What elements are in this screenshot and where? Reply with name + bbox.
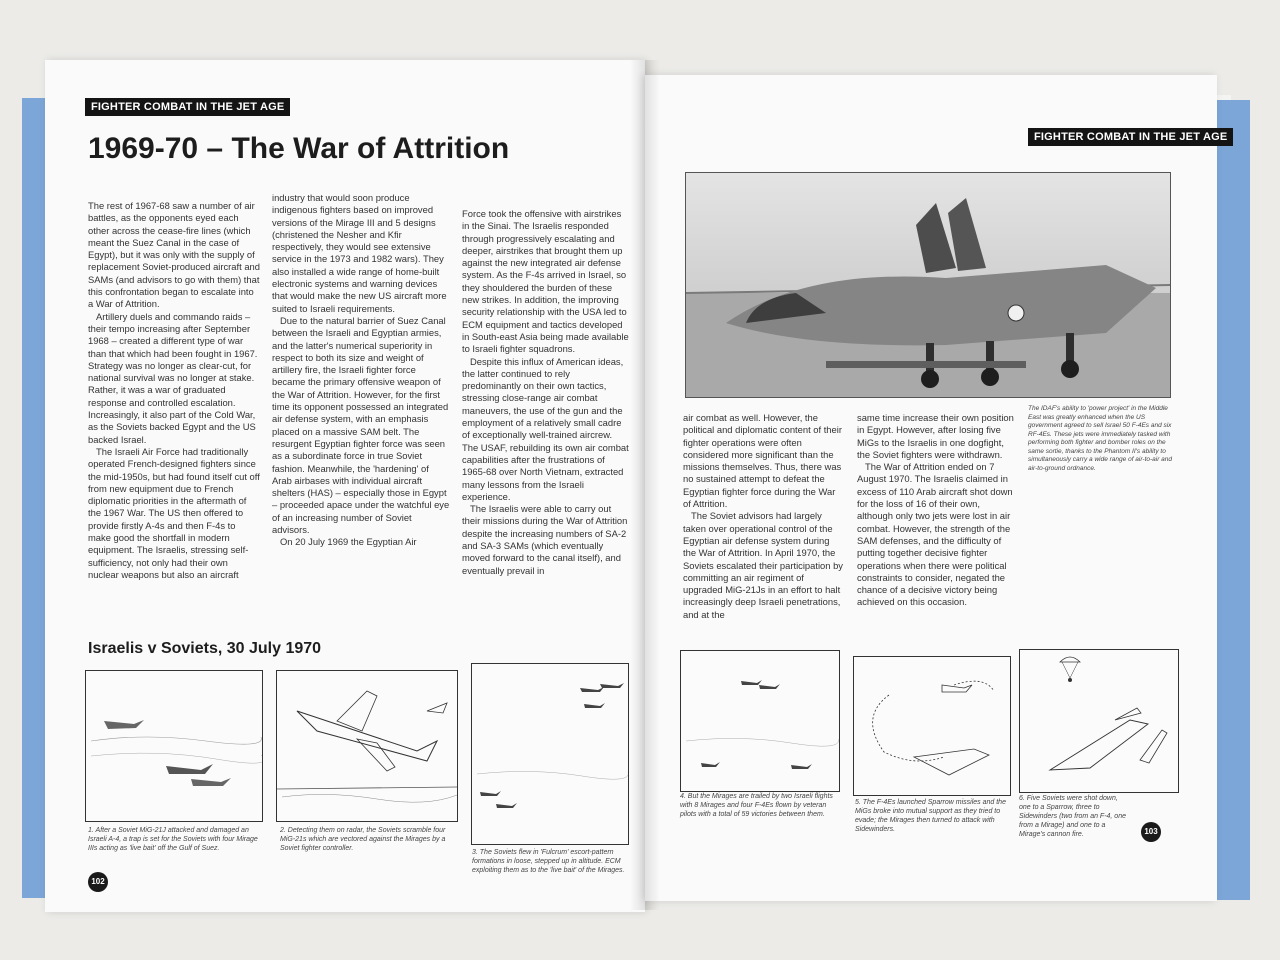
jet-sketch-illustration [86,671,262,821]
page-number-right: 103 [1141,822,1161,842]
paragraph: On 20 July 1969 the Egyptian Air [280,536,417,548]
illustration-panel-4 [680,650,840,792]
jet-sketch-illustration [1020,650,1178,792]
left-header-tag: FIGHTER COMBAT IN THE JET AGE [85,98,290,116]
page-number-left: 102 [88,872,108,892]
caption-panel-4: 4. But the Mirages are trailed by two Israeli flights with 8 Mirages and four F-4Es flown by veteran pilots with a total of 59 victories between them. [680,793,833,818]
jet-sketch-illustration [854,657,1010,795]
right-column-1 [683,412,843,637]
paragraph: air combat as well. However, the political and diplomatic content of their fighter operations were often considered more significant than the missions themselves. Thus, there was no sustained attempt to defeat the Egyptian fighter force during the War of Attrition. [683,412,842,510]
caption-panel-6: 6. Five Soviets were shot down, one to a Sparrow, three to Sidewinders (two from an F-4, one from a Mirage) and one to a Mirage's cannon fire. [1019,795,1126,838]
paragraph: Artillery duels and commando raids – their tempo increasing after September 1968 – created a different type of war than that which had been fought in 1967. Strategy was no longer as clear-cut, for national survival was no longer at stake. Rather, it was a war of graduated response and controlled escalation. Increasingly, it also part of the Cold War, as the Soviets backed Egypt and the US backed Israel. [88,310,258,445]
paragraph: industry that would soon produce indigenous fighters based on improved versions of the Mirage III and 5 designs (christened the Nesher and Kfir respectively, they would see extensive service in the 1973 and 1982 wars). They also installed a wide range of home-built electronic systems and warning devices that would make the new US aircraft more suited to Israeli requirements. [272,192,447,314]
illustration-panel-3 [471,663,629,845]
jet-sketch-illustration [681,651,839,791]
f4-phantom-photo [685,172,1171,398]
right-header-tag: FIGHTER COMBAT IN THE JET AGE [1028,128,1233,146]
caption-panel-3: 3. The Soviets flew in 'Fulcrum' escort-pattern formations in loose, stepped up in altitude. ECM exploiting them as to the 'live bait' of the Mirages. [472,849,625,874]
caption-panel-2: 2. Detecting them on radar, the Soviets scramble four MiG-21s which are vectored against the Mirages by a Soviet fighter controller. [280,827,446,852]
illustration-panel-1 [85,670,263,822]
jet-sketch-illustration [472,664,628,844]
illustration-panel-2 [276,670,458,822]
paragraph: The rest of 1967-68 saw a number of air battles, as the opponents eyed each other across the cease-fire lines (which meant the Suez Canal in the case of Egypt), but it was only with the supply of replacement Soviet-produced aircraft and SAMs (and advisors to go with them) that this confrontation began to escalate into a War of Attrition. [88,200,260,310]
left-column-3 [462,208,630,632]
right-column-2 [857,412,1017,637]
paragraph: The Soviet advisors had largely taken over operational control of the Egyptian air defense system during the War of Attrition. In April 1970, the Soviets escalated their participation by committing an air regiment of upgraded MiG-21Js in an effort to halt increasingly deep Israeli penetrations, and at the [683,510,843,620]
page-title: 1969-70 – The War of Attrition [88,132,510,165]
section-heading: Israelis v Soviets, 30 July 1970 [88,640,322,657]
aircraft-photo-image [686,173,1170,397]
paragraph: Force took the offensive with airstrikes in the Sinai. The Israelis responded through progressively escalating and deeper, airstrikes that brought them up against the new integrated air defense system. As the F-4s arrived in Israel, so they shouldered the burden of these new strikes. In addition, the improving security relationship with the USA led to ECM equipment and tactics developed in South-east Asia being made available to Israeli fighter squadrons. [462,208,629,355]
jet-sketch-illustration [277,671,457,821]
paragraph: The War of Attrition ended on 7 August 1970. The Israelis claimed in excess of 110 Arab aircraft shot down for the loss of 16 of their own, although only two jets were lost in air combat. However, the strength of the SAM defenses, and the difficulty of putting together decisive fighter operations when there were political constraints to consider, negated the chance of a decisive victory being achieved on this occasion. [857,461,1013,608]
paragraph: Due to the natural barrier of Suez Canal between the Israeli and Egyptian armies, and the latter's numerical superiority in respect to both its size and weight of artillery fire, the Israeli fighter force became the primary offensive weapon of the War of Attrition. However, for the first time its opponent possessed an integrated air defense system, with an emphasis placed on a massive SAM belt. The resurgent Egyptian fighter force was seen as a subordinate force in true Soviet fashion. Meanwhile, the 'hardening' of Arab airbases with individual aircraft shelters (HAS) – especially those in Egypt – proceeded apace under the watchful eye of an increasing number of Soviet advisors. [272,314,450,536]
paragraph: The Israelis were able to carry out their missions during the War of Attrition despite the increasing numbers of SA-2 and SA-3 SAMs (which eventually moved forward to the canal itself), and eventually prevail in [462,503,628,576]
paragraph: The Israeli Air Force had traditionally operated French-designed fighters since the mid-1950s, but had found itself cut off from new equipment due to French diplomatic priorities in the aftermath of the 1967 War. The US then offered to provide firstly A-4s and then F-4s to make good the shortfall in modern equipment. The Israelis, stressing self-sufficiency, not only had their own nuclear weapons but also an aircraft [88,445,260,580]
left-column-2 [272,192,450,630]
caption-panel-1: 1. After a Soviet MiG-21J attacked and damaged an Israeli A-4, a trap is set for the Soviets with four Mirage IIIs acting as 'live bait' off the Gulf of Suez. [88,827,258,852]
illustration-panel-5 [853,656,1011,796]
caption-panel-5: 5. The F-4Es launched Sparrow missiles and the MiGs broke into mutual support as they tried to evade; the Mirages then turned to attack with Sidewinders. [855,799,1006,833]
paragraph: Despite this influx of American ideas, the latter continued to rely predominantly on their own tactics, stressing close-range air combat maneuvers, the use of the gun and the employment of a relatively small cadre of exceptionally well-trained aircrew. The USAF, rebuilding its own air combat capabilities after the frustrations of 1965-68 over North Vietnam, extracted many lessons from the Israeli experience. [462,355,629,502]
book-gutter [630,60,660,910]
paragraph: same time increase their own position in Egypt. However, after losing five MiGs to the Israelis in one dogfight, the Soviet fighters were withdrawn. [857,412,1014,460]
left-column-1 [88,200,260,630]
photo-caption: The IDAF's ability to 'power project' in the Middle East was greatly enhanced when the US government agreed to sell Israel 50 F-4Es and six RF-4Es. These jets were immediately tasked with performing both fighter and bomber roles on the same sortie, thanks to the Phantom II's ability to simultaneously carry a wide range of air-to-air and air-to-ground ordnance. [1028,405,1173,472]
illustration-panel-6 [1019,649,1179,793]
